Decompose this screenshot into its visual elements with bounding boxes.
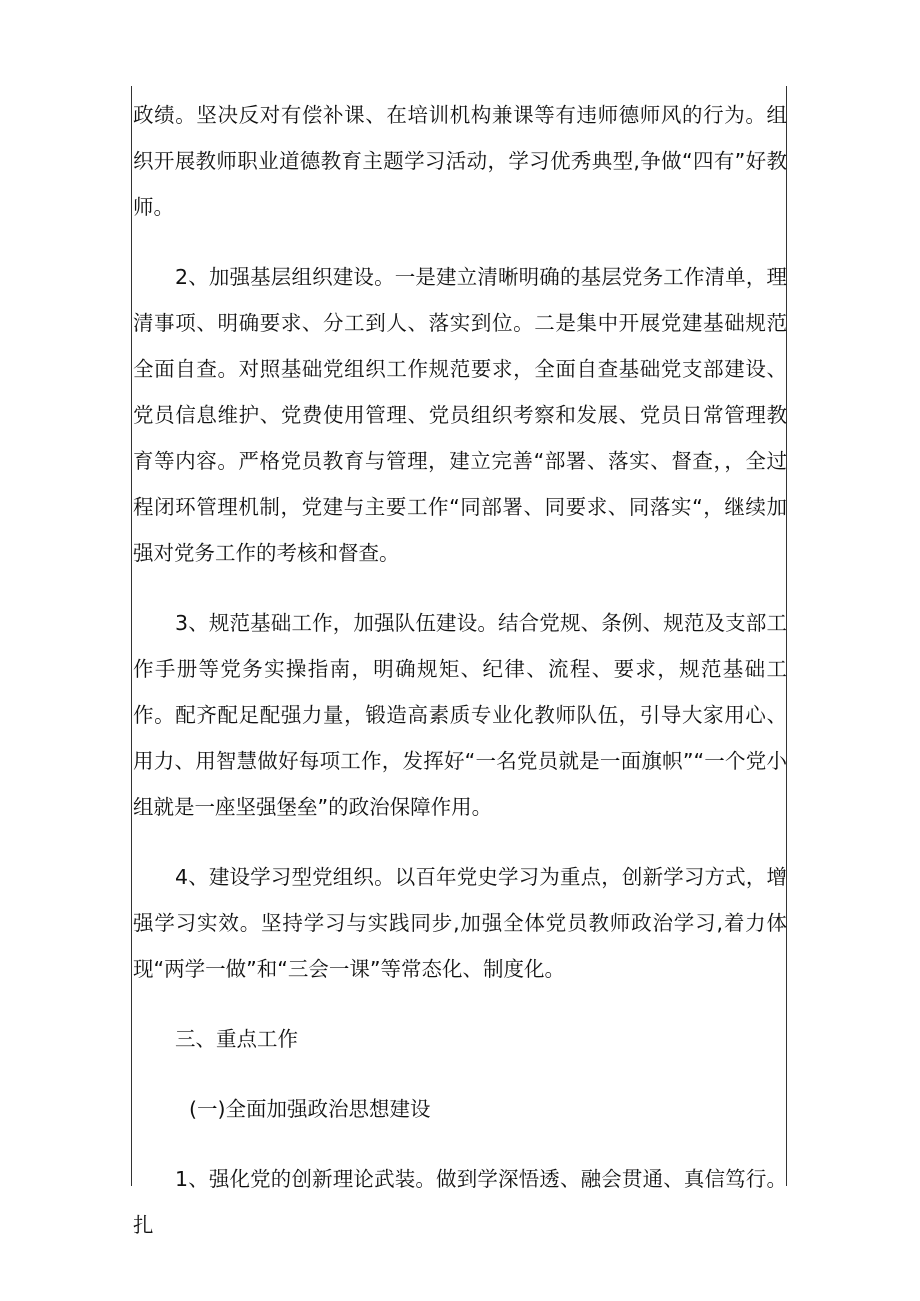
paragraph-theory-arming: 1、强化党的创新理论武装。做到学深悟透、融会贯通、真信笃行。扎 — [133, 1167, 787, 1237]
section-heading-key-work: 三、重点工作 — [175, 1027, 298, 1051]
subsection-heading-political-ideology: (一)全面加强政治思想建设 — [189, 1097, 431, 1121]
paragraph-continuation: 政绩。坚决反对有偿补课、在培训机构兼课等有违师德师风的行为。组织开展教师职业道德教育主题学习活动，学习优秀典型,争做“四有”好教师。 — [133, 103, 787, 219]
document-body — [133, 92, 787, 1248]
paragraph-basic-work: 3、规范基础工作，加强队伍建设。结合党规、条例、规范及支部工作手册等党务实操指南，明确规矩、纪律、流程、要求，规范基础工作。配齐配足配强力量，锻造高素质专业化教师队伍，引导大家用心、用力、用智慧做好每项工作，发挥好“一名党员就是一面旗帜”“一个党小组就是一座坚强堡垒”的政治保障作用。 — [133, 611, 787, 819]
paragraph-learning-organization: 4、建设学习型党组织。以百年党史学习为重点，创新学习方式，增强学习实效。坚持学习与实践同步,加强全体党员教师政治学习,着力体现“两学一做”和“三会一课”等常态化、制度化。 — [133, 865, 787, 981]
paragraph-grassroots-organization: 2、加强基层组织建设。一是建立清晰明确的基层党务工作清单，理清事项、明确要求、分工到人、落实到位。二是集中开展党建基础规范全面自查。对照基础党组织工作规范要求，全面自查基础党支部建设、党员信息维护、党费使用管理、党员组织考察和发展、党员日常管理教育等内容。严格党员教育与管理，建立完善“部署、落实、督查，，全过程闭环管理机制，党建与主要工作“同部署、同要求、同落实“，继续加强对党务工作的考核和督查。 — [133, 265, 787, 565]
